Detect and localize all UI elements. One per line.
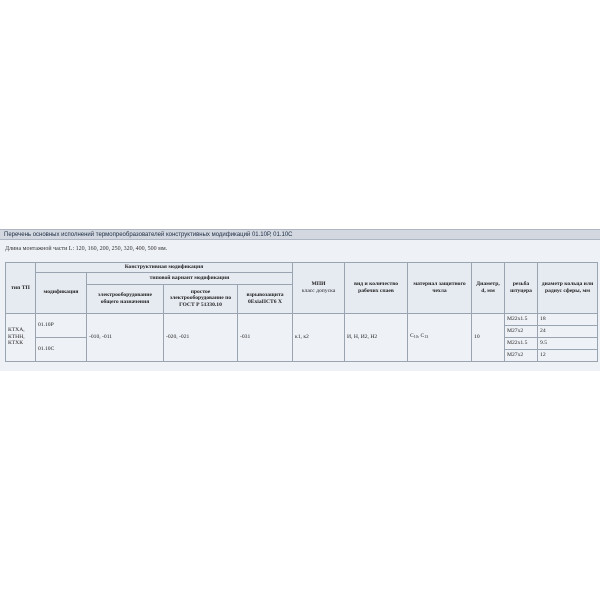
material-b-sub: 13 (424, 334, 429, 340)
thread-cell: M27x2 (505, 325, 538, 337)
cell-general: -010, -011 (87, 313, 164, 361)
cell-diameter: 10 (472, 313, 505, 361)
spec-table (5, 262, 598, 362)
col-mod-header: модификация (36, 272, 87, 313)
col-material-header: материал защитного чехла (408, 263, 472, 314)
cell-simple: -020, -021 (164, 313, 238, 361)
cell-mod-1: 01.10Р (36, 313, 87, 337)
col-diameter-header: Диаметр, d, мм (472, 263, 505, 314)
col-simple-header: простое электрооборудование по ГОСТ Р 51330.10 (164, 284, 238, 313)
col-typical-header: типовой вариант модификации (87, 272, 293, 284)
thread-cell: M27x2 (505, 349, 538, 361)
ring-cell: 9.5 (538, 337, 598, 349)
col-mpi-header (293, 263, 345, 314)
col-explosion-header: взрывозащита 0ExiaIICT6 X (238, 284, 293, 313)
section-header (0, 229, 600, 240)
col-type-header: тип ТП (6, 263, 36, 314)
thread-cell: M22x1.5 (505, 313, 538, 325)
material-a-sub: 10 (413, 334, 418, 340)
ring-cell: 24 (538, 325, 598, 337)
length-note: Длина монтажной части L: 120, 160, 200, 250, 320, 400, 500 мм. (5, 246, 168, 252)
spec-panel (0, 229, 600, 371)
col-general-header: электрооборудование общего назначения (87, 284, 164, 313)
cell-material (408, 313, 472, 361)
col-ring-header: диаметр кольца или радиус сферы, мм (538, 263, 598, 314)
col-junction-header: вид и количество рабочих спаев (345, 263, 408, 314)
material-sep: , С (417, 333, 425, 340)
section-title: Перечень основных исполнений термопреобразователей конструктивных модификаций 01.10Р, 01.10С (4, 232, 293, 238)
mpi-label: МПИ (311, 281, 326, 288)
cell-junction: И, Н, И2, Н2 (345, 313, 408, 361)
accuracy-label: класс допуска (301, 287, 336, 294)
cell-type: КТХА, КТНН, КТХК (6, 313, 36, 361)
material-a: С (410, 333, 414, 340)
cell-accuracy: к1, к2 (293, 313, 345, 361)
cell-explosion: -031 (238, 313, 293, 361)
col-thread-header: резьба штуцера (505, 263, 538, 314)
cell-mod-2: 01.10С (36, 337, 87, 361)
ring-cell: 18 (538, 313, 598, 325)
col-construct-header: Конструктивная модификация (36, 263, 293, 273)
thread-cell: M22x1.5 (505, 337, 538, 349)
ring-cell: 12 (538, 349, 598, 361)
